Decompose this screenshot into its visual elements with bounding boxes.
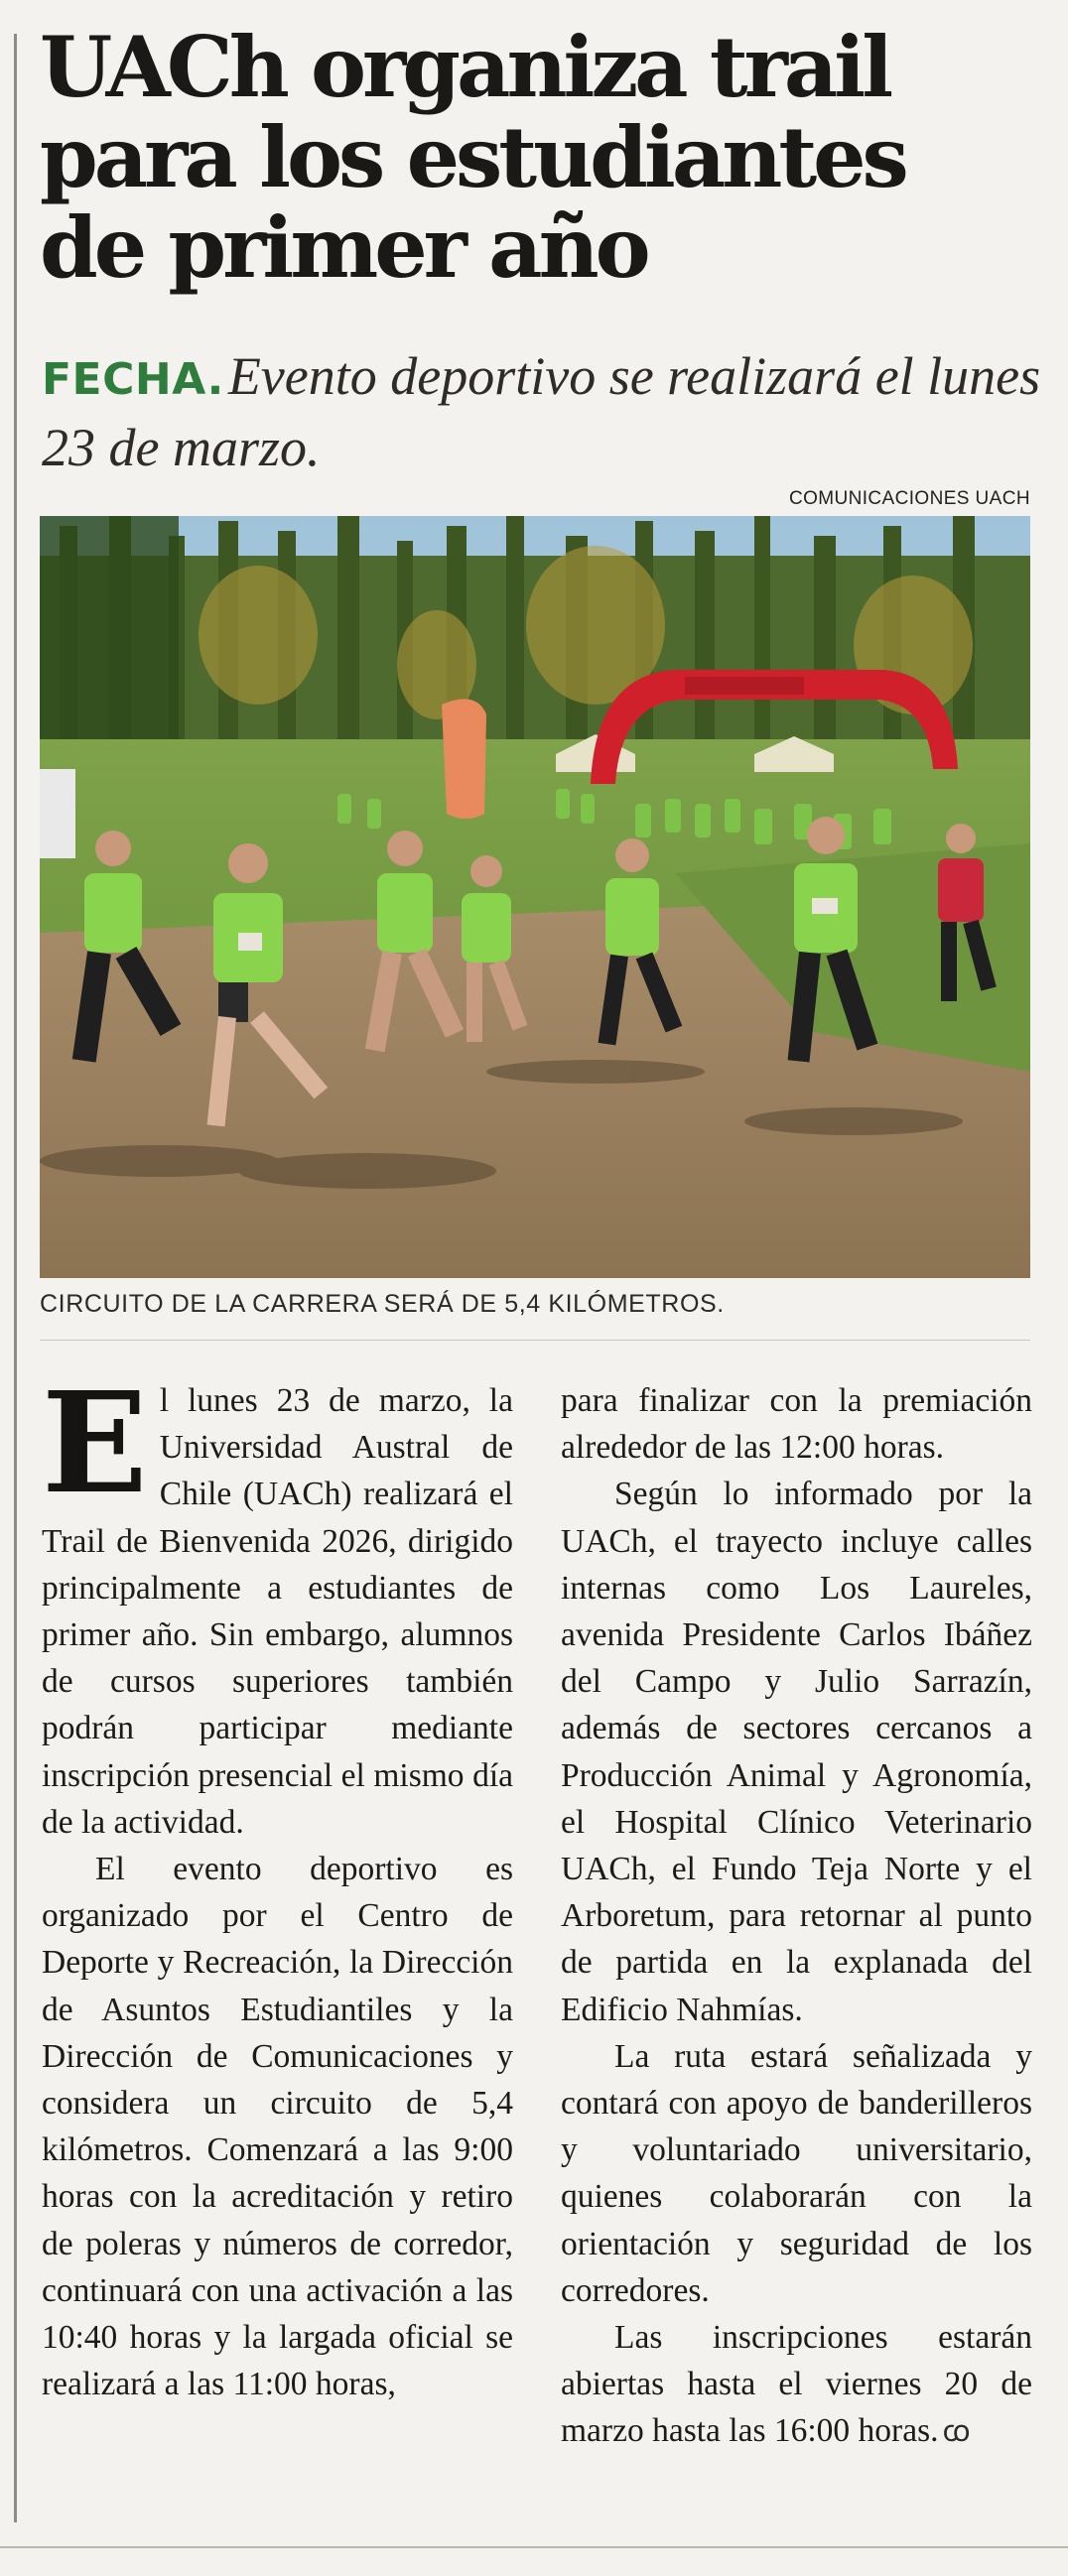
paragraph-5	[561, 2314, 1032, 2456]
paragraph-2-continued: para finalizar con la premiación alrededor de las 12:00 horas.	[561, 1382, 1032, 1467]
photo-credit: COMUNICACIONES UACH	[788, 488, 1030, 509]
race-photo	[40, 516, 1030, 1278]
dropcap: E	[42, 1362, 148, 1525]
end-of-article-icon: ꭃ	[942, 2415, 971, 2449]
headline-line-3: de primer año	[40, 198, 647, 297]
paragraph-3: Según lo informado por la UACh, el trayecto incluye calles internas como Los Laureles, avenida Presidente Carlos Ibáñez del Campo y Julio Sarrazín, además de sectores cercanos a Producción Animal y Agronomía, el Hospital Clínico Veterinario UACh, el Fundo Teja Norte y el Arboretum, para retornar al punto de partida en la explanada del Edificio Nahmías.	[561, 1476, 1032, 2028]
paragraph-1	[42, 1362, 513, 1846]
race-photo-illustration	[40, 516, 1030, 1278]
photo-caption: CIRCUITO DE LA CARRERA SERÁ DE 5,4 KILÓMETROS.	[40, 1290, 725, 1318]
headline	[40, 18, 1032, 297]
paragraph-4: La ruta estará señalizada y contará con apoyo de banderilleros y voluntariado universitario, quienes colaborarán con la orientación y seguridad de los corredores.	[561, 2037, 1032, 2309]
headline-line-2: para los estudiantes	[40, 108, 905, 206]
article-column-right	[561, 1377, 1032, 2456]
headline-line-1: UACh organiza trail	[40, 18, 890, 116]
paragraph-2: El evento deportivo es organizado por el Centro de Deporte y Recreación, la Dirección de Asuntos Estudiantiles y la Dirección de Comunicaciones y considera un circuito de 5,4 kilómetros. Comenzará a las 9:00 horas con la acreditación y retiro de poleras y números de corredor, continuará con una activación a las 10:40 horas y la largada oficial se realizará a las 11:00 horas,	[42, 1851, 513, 2403]
subhead-label: FECHA.	[42, 354, 224, 405]
caption-divider	[40, 1340, 1030, 1341]
left-column-rule	[14, 34, 17, 2522]
page-bottom-rule	[0, 2546, 1068, 2548]
subhead	[42, 347, 1044, 490]
paragraph-5-text: Las inscripciones estarán abiertas hasta el viernes 20 de marzo hasta las 16:00 horas.	[561, 2319, 1032, 2450]
subhead-text: Evento deportivo se realizará el lunes 23 de marzo.	[42, 346, 1041, 477]
article-column-left	[42, 1362, 513, 2407]
paragraph-1-text: l lunes 23 de marzo, la Universidad Austral de Chile (UACh) realizará el Trail de Bienvenida 2026, dirigido principalmente a estudiantes de primer año. Sin embargo, alumnos de cursos superiores también podrán participar mediante inscripción presencial el mismo día de la actividad.	[42, 1382, 513, 1841]
